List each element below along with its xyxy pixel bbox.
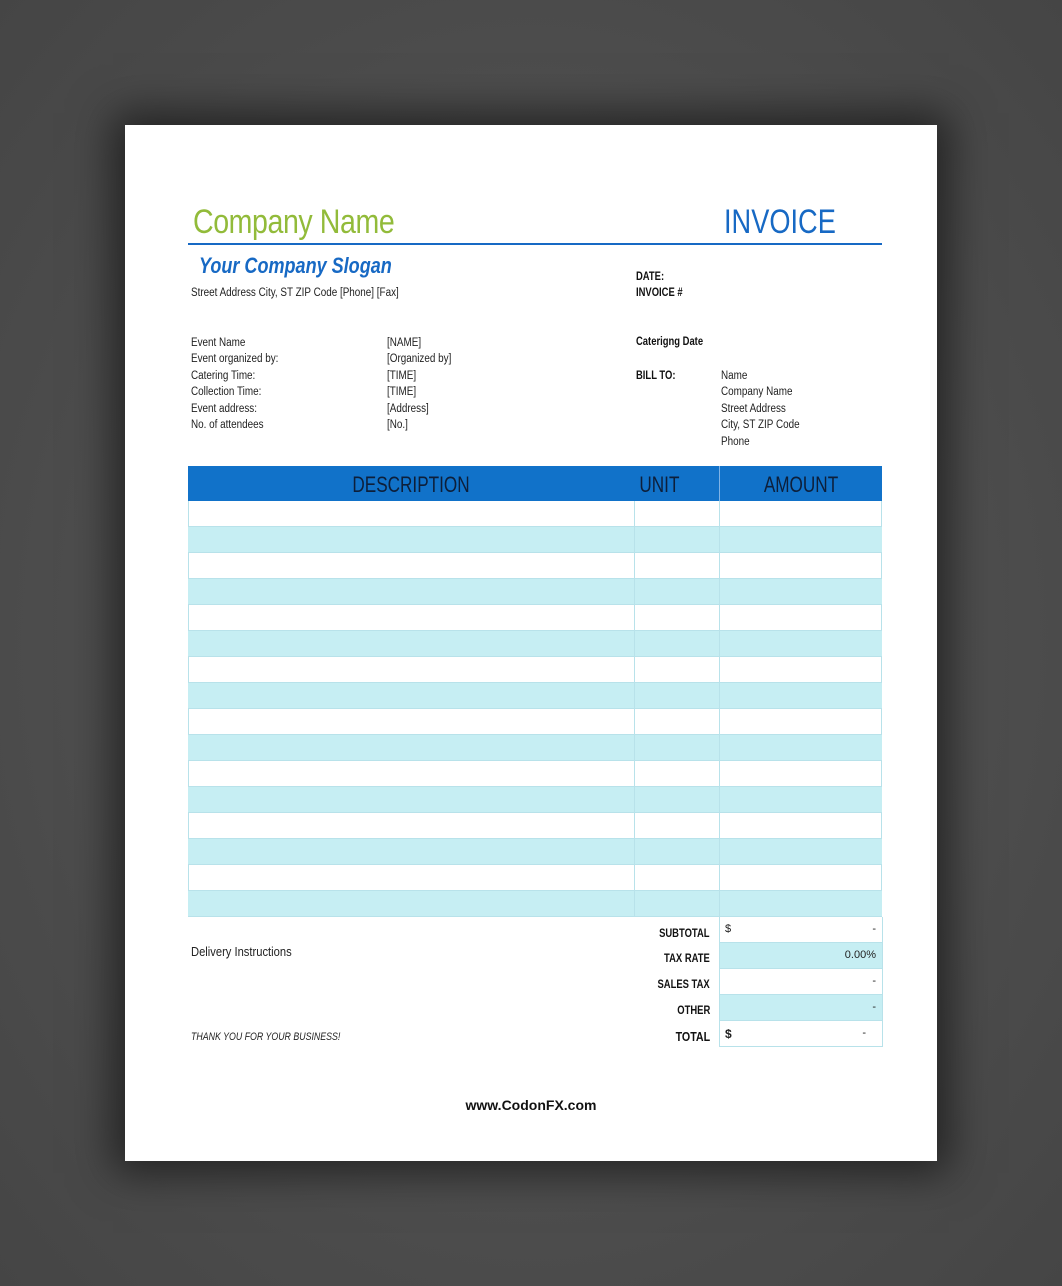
company-name: Company Name xyxy=(193,203,395,241)
company-address: Street Address City, ST ZIP Code [Phone] [Fax] xyxy=(191,287,399,299)
unit-column-header: UNIT xyxy=(639,472,680,497)
company-slogan: Your Company Slogan xyxy=(199,253,392,278)
catering-date-label: Caterigng Date xyxy=(636,336,704,348)
bill-to-city: City, ST ZIP Code xyxy=(721,419,800,431)
invoice-number-label: INVOICE # xyxy=(636,287,683,299)
bill-to-name: Name xyxy=(721,370,748,382)
table-row[interactable] xyxy=(188,657,882,683)
table-row[interactable] xyxy=(188,579,882,605)
sales-tax-label: SALES TAX xyxy=(657,979,710,991)
items-table-header xyxy=(188,466,882,501)
header-rule xyxy=(188,243,882,245)
table-row[interactable] xyxy=(188,865,882,891)
tax-rate-cell[interactable] xyxy=(719,943,883,969)
event-label: Collection Time: xyxy=(191,386,262,398)
event-label: No. of attendees xyxy=(191,419,264,431)
table-row[interactable] xyxy=(188,553,882,579)
delivery-instructions-label: Delivery Instructions xyxy=(191,944,292,959)
event-value[interactable]: [NAME] xyxy=(387,337,422,349)
other-cell[interactable] xyxy=(719,995,883,1021)
bill-to-company: Company Name xyxy=(721,386,793,398)
table-row[interactable] xyxy=(188,527,882,553)
table-row[interactable] xyxy=(188,709,882,735)
total-value: - xyxy=(862,1027,866,1039)
table-row[interactable] xyxy=(188,735,882,761)
table-row[interactable] xyxy=(188,501,882,527)
description-column-header: DESCRIPTION xyxy=(352,472,470,497)
table-row[interactable] xyxy=(188,631,882,657)
table-row[interactable] xyxy=(188,683,882,709)
items-table-body xyxy=(188,501,882,917)
table-row[interactable] xyxy=(188,787,882,813)
subtotal-label: SUBTOTAL xyxy=(659,928,710,940)
table-row[interactable] xyxy=(188,605,882,631)
table-row[interactable] xyxy=(188,813,882,839)
subtotal-cell xyxy=(719,917,883,943)
table-row[interactable] xyxy=(188,891,882,917)
bill-to-label: BILL TO: xyxy=(636,370,676,382)
bill-to-street: Street Address xyxy=(721,403,786,415)
total-cell xyxy=(719,1021,883,1047)
invoice-title: INVOICE xyxy=(724,203,836,241)
other-label: OTHER xyxy=(676,1005,710,1017)
subtotal-value: - xyxy=(872,923,876,935)
event-label: Catering Time: xyxy=(191,370,256,382)
date-label: DATE: xyxy=(636,271,665,283)
event-label: Event organized by: xyxy=(191,353,279,365)
sales-tax-cell xyxy=(719,969,883,995)
amount-column-header: AMOUNT xyxy=(763,472,839,497)
table-row[interactable] xyxy=(188,761,882,787)
tax-rate-label: TAX RATE xyxy=(664,953,710,965)
event-value[interactable]: [No.] xyxy=(387,419,408,431)
subtotal-currency: $ xyxy=(725,923,732,935)
invoice-sheet xyxy=(125,125,937,1161)
sales-tax-value: - xyxy=(872,975,876,987)
other-value: - xyxy=(872,1001,876,1013)
event-value[interactable]: [TIME] xyxy=(387,386,417,398)
event-value[interactable]: [Organized by] xyxy=(387,353,452,365)
event-value[interactable]: [Address] xyxy=(387,403,429,415)
website-link[interactable]: www.CodonFX.com xyxy=(465,1097,597,1113)
bill-to-phone: Phone xyxy=(721,436,750,448)
thank-you-note: THANK YOU FOR YOUR BUSINESS! xyxy=(191,1031,341,1043)
event-label: Event address: xyxy=(191,403,257,415)
table-row[interactable] xyxy=(188,839,882,865)
column-divider xyxy=(719,466,720,501)
total-label: TOTAL xyxy=(675,1029,710,1044)
total-currency: $ xyxy=(725,1027,732,1041)
tax-rate-value: 0.00% xyxy=(844,949,876,961)
event-value[interactable]: [TIME] xyxy=(387,370,417,382)
event-label: Event Name xyxy=(191,337,246,349)
